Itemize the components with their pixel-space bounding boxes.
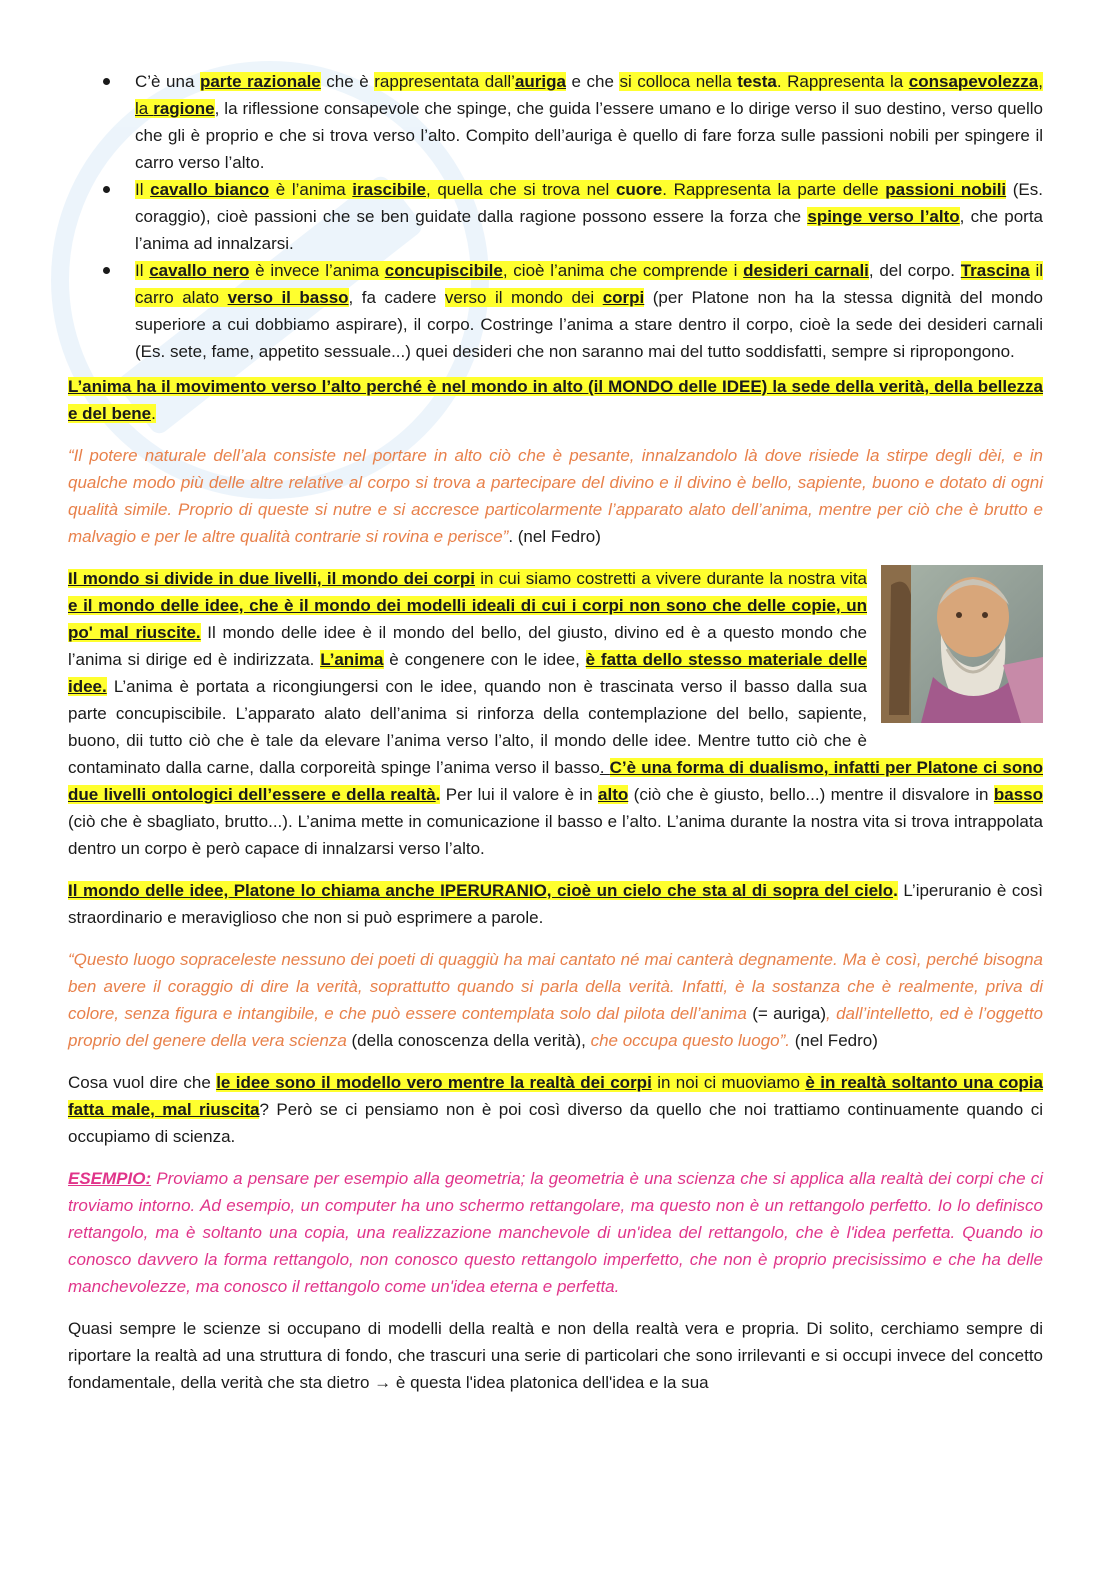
text-run: cuore (615, 180, 663, 199)
quote-fedro-1 (68, 442, 1043, 550)
text-run: ragione (153, 99, 215, 118)
text-run: in cui siamo costretti a vivere durante la nostra vita (475, 569, 868, 588)
text-run: , la riflessione consapevole che spinge, che guida l’essere umano e lo dirige verso il suo destino, verso quello che gli è proprio e che si trova verso l’alto. Compito dell’auriga è quello di fare forza sulle passioni nobili per spingere il carro verso l’alto. (135, 99, 1043, 172)
bullet-text (135, 261, 1043, 361)
text-run: , dall’intelletto, ed è l’oggetto proprio del genere della vera scienza (68, 1004, 1043, 1050)
text-run: testa (737, 72, 777, 91)
list-item-auriga (135, 68, 1043, 176)
text-run: , quella che si trova nel (426, 180, 616, 199)
text-run: cavallo nero (149, 261, 250, 280)
text-run: , cioè l’anima che comprende i (502, 261, 744, 280)
text-run: “Questo luogo sopraceleste nessuno dei poeti di quaggiù ha mai cantato né mai canterà degnamente. Ma è così, perché bisogna ben avere il coraggio di dire la verità, soprattutto quando si parla della verità. Infatti, è la sostanza che è realmente, priva di colore, senza figura e intangibile, e che può essere contemplata solo dal pilota dell’anima (68, 950, 1043, 1023)
text-run: consapevolezza (908, 72, 1039, 91)
text-run: (Es. coraggio), cioè passioni che se ben guidate dalla ragione possono essere la forza che (135, 180, 1043, 226)
text-run: passioni nobili (885, 180, 1007, 199)
text-run: Il mondo delle idee, Platone lo chiama anche IPERURANIO, cioè un cielo che sta al di sopra del cielo (68, 881, 894, 900)
text-run: si colloca nella (619, 72, 738, 91)
text-run: Il (135, 261, 150, 280)
esempio-text: Proviamo a pensare per esempio alla geometria; la geometria è una scienza che si applica alla realtà dei corpi che ci troviamo intorno. Ad esempio, un computer ha uno schermo rettangolare, ma questo non è un rettangolo perfetto. Io lo definisco rettangolo, ma è soltanto una copia, una realizzazione manchevole di un'idea del rettangolo, che è l'idea perfetta. Quando io conosco davvero la forma rettangolo, non conosco questo rettangolo imperfetto, che non è proprio precisissimo e che ha delle manchevolezze, ma conosco il rettangolo come un'idea eterna e perfetta. (68, 1169, 1043, 1296)
bullet-text (135, 72, 1043, 172)
text-run: auriga (514, 72, 566, 91)
text-run: le idee sono il modello vero mentre la realtà dei corpi (216, 1073, 652, 1092)
text-run: . (151, 404, 156, 423)
text-run: desideri carnali (743, 261, 869, 280)
quote-source: . (nel Fedro) (508, 527, 601, 546)
text-run: , fa cadere (348, 288, 445, 307)
soul-parts-list (68, 68, 1043, 365)
text-run: parte razionale (199, 72, 321, 91)
text-run: C’è una forma di dualismo, infatti per Platone ci sono due livelli ontologici dell’essere e della realtà (68, 758, 1043, 804)
text-run: Il mondo si divide in due livelli, il mondo dei corpi (68, 569, 475, 588)
text-run: verso il mondo dei (444, 288, 603, 307)
text-run: irascibile (352, 180, 427, 199)
text-run: e che (565, 72, 620, 91)
text-run: cavallo bianco (150, 180, 270, 199)
paragraph-anima-alto (68, 373, 1043, 427)
text-run: e il mondo delle idee, che è il mondo dei modelli ideali di cui i corpi non sono che delle copie, un po' mal riuscite. (68, 596, 867, 642)
plato-portrait-image (881, 565, 1043, 723)
text-run: C’è una (135, 72, 200, 91)
text-run: . (435, 785, 441, 804)
list-item-cavallo-bianco (135, 176, 1043, 257)
text-run: verso il basso (227, 288, 349, 307)
text-run: , la (135, 72, 1043, 118)
text-run: Il (135, 180, 151, 199)
text-run: che occupa questo luogo”. (590, 1031, 791, 1050)
esempio-block (68, 1165, 1043, 1300)
text-run: . (893, 881, 898, 900)
bullet-icon (103, 78, 110, 85)
paragraph-scienze: Quasi sempre le scienze si occupano di modelli della realtà e non della realtà vera e propria. Di solito, cerchiamo sempre di riportare la realtà ad una struttura di fondo, che trascuri una serie di particolari che sono irrilevanti e si occupi invece del concetto fondamentale, della verità che sta dietro → è questa l'idea platonica dell'idea e la sua (68, 1319, 1043, 1392)
bullet-text (135, 180, 1043, 253)
text-run: . Rappresenta la parte delle (662, 180, 886, 199)
text-run: L’anima ha il movimento verso l’alto perché è nel mondo in alto (il MONDO delle IDEE) la sede della verità, della bellezza e del bene (68, 377, 1043, 423)
text-run: (= auriga) (746, 1004, 827, 1023)
text-run: è invece l’anima (249, 261, 385, 280)
text-run: corpi (602, 288, 645, 307)
text-run: che è (320, 72, 375, 91)
text-run: Per lui il valore è in (440, 785, 599, 804)
text-run: rappresentata dall’ (374, 72, 515, 91)
text-run: è l’anima (269, 180, 353, 199)
text-run: L’anima (320, 650, 384, 669)
esempio-label: ESEMPIO: (68, 1169, 152, 1188)
text-run: spinge verso l’alto (807, 207, 960, 226)
quote-text: “Il potere naturale dell’ala consiste nel portare in alto ciò che è pesante, innalzandolo là dove risiede la stirpe degli dèi, e in qualche modo più delle altre relative al corpo si trova a partecipare del divino e il divino è bello, sapiente, buono e dotato di ogni qualità simile. Proprio di queste si nutre e si accresce particolarmente l’apparato alato dell’anima, mentre per ciò che è brutto e malvagio e per le altre qualità contrarie si rovina e perisce” (68, 446, 1043, 546)
document-body (68, 68, 1043, 1411)
paragraph-iperuranio (68, 877, 1043, 931)
bullet-icon (103, 186, 110, 193)
text-run: in noi ci muoviamo (651, 1073, 806, 1092)
text-run: il carro alato (135, 261, 1044, 307)
text-run: Il mondo delle idee è il mondo del bello, del giusto, divino ed è a questo mondo che l’anima si dirige ed è indirizzata. (68, 623, 867, 669)
text-run: Cosa vuol dire che (68, 1073, 217, 1092)
text-run: è in realtà soltanto una copia fatta male, mal riuscita (68, 1073, 1043, 1119)
quote-fedro-2 (68, 946, 1043, 1054)
text-run: basso (993, 785, 1043, 804)
text-run: è congenere con le idee, (383, 650, 586, 669)
text-run: concupiscibile (384, 261, 503, 280)
text-run: L’anima è portata a ricongiungersi con le idee, quando non è trascinata verso il basso dalla sua parte concupiscibile. L’apparato alato dell’anima si rinforza della contemplazione del bello, sapiente, buono, dii tutto ciò che è tale da elevare l’anima verso l’alto, il mondo delle idee. Mentre tutto ciò che è contaminato dalla carne, dalla corporeità spinge l’anima verso il basso (68, 677, 867, 777)
text-run: . (599, 758, 610, 777)
text-run: (della conoscenza della verità), (346, 1031, 591, 1050)
text-run: (ciò che è giusto, bello...) mentre il disvalore in (628, 785, 994, 804)
text-run: alto (598, 785, 629, 804)
text-run: . Rappresenta la (776, 72, 909, 91)
text-run: , del corpo. (868, 261, 961, 280)
text-run: L’iperuranio è così straordinario e meraviglioso che non si può esprimere a parole. (68, 881, 1044, 927)
bullet-icon (103, 267, 110, 274)
text-run: ? Però se ci pensiamo non è poi così diverso da quello che noi trattiamo continuamente quando ci occupiamo di scienza. (68, 1100, 1043, 1146)
list-item-cavallo-nero (135, 257, 1043, 365)
paragraph-cosa-vuol-dire (68, 1069, 1043, 1150)
text-run: (nel Fedro) (790, 1031, 878, 1050)
paragraph-mondo-due-livelli (68, 565, 1043, 862)
text-run: (ciò che è sbagliato, brutto...). L’anima mette in comunicazione il basso e l’alto. L’anima durante la nostra vita si trova intrappolata dentro un corpo è però capace di innalzarsi verso l’alto. (68, 812, 1043, 858)
text-run: è fatta dello stesso materiale delle idee. (68, 650, 867, 696)
text-run: Trascina (960, 261, 1030, 280)
text-run: (per Platone non ha la stessa dignità del mondo superiore a cui dobbiamo aspirare), il corpo. Costringe l’anima a stare dentro il corpo, cioè la sede dei desideri carnali (Es. sete, fame, appetito sessuale...) quei desideri che non saranno mai del tutto soddisfatti, sempre si ripropongono. (135, 288, 1043, 361)
text-run: , che porta l’anima ad innalzarsi. (135, 207, 1044, 253)
